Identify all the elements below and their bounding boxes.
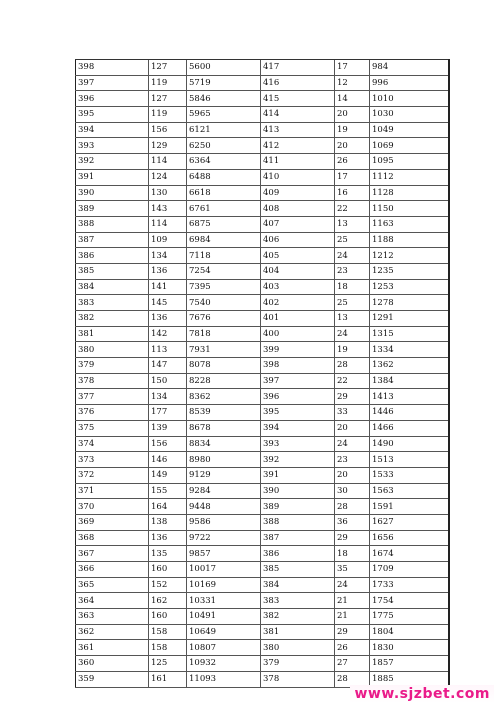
table-cell: 393 xyxy=(76,138,149,154)
table-cell: 9448 xyxy=(187,499,261,515)
table-cell: 388 xyxy=(76,216,149,232)
table-cell: 398 xyxy=(261,358,335,374)
table-cell: 7540 xyxy=(187,295,261,311)
table-cell: 143 xyxy=(149,201,187,217)
table-cell: 21 xyxy=(335,609,370,625)
table-row xyxy=(76,107,449,123)
site-watermark: www.sjzbet.com xyxy=(350,685,494,703)
table-cell: 114 xyxy=(149,216,187,232)
table-cell: 8678 xyxy=(187,420,261,436)
table-cell: 1235 xyxy=(370,263,449,279)
table-cell: 9586 xyxy=(187,514,261,530)
table-cell: 127 xyxy=(149,60,187,76)
table-cell: 136 xyxy=(149,263,187,279)
table-cell: 1278 xyxy=(370,295,449,311)
table-cell: 383 xyxy=(261,593,335,609)
table-cell: 8078 xyxy=(187,358,261,374)
table-cell: 22 xyxy=(335,373,370,389)
table-cell: 413 xyxy=(261,122,335,138)
table-cell: 412 xyxy=(261,138,335,154)
table-cell: 1150 xyxy=(370,201,449,217)
table-cell: 1069 xyxy=(370,138,449,154)
table-cell: 362 xyxy=(76,624,149,640)
table-cell: 114 xyxy=(149,154,187,170)
table-cell: 25 xyxy=(335,295,370,311)
table-row xyxy=(76,279,449,295)
table-cell: 6761 xyxy=(187,201,261,217)
table-row xyxy=(76,593,449,609)
table-cell: 36 xyxy=(335,514,370,530)
table-cell: 416 xyxy=(261,75,335,91)
table-cell: 402 xyxy=(261,295,335,311)
table-cell: 1466 xyxy=(370,420,449,436)
table-row xyxy=(76,60,449,76)
table-row xyxy=(76,483,449,499)
table-cell: 7118 xyxy=(187,248,261,264)
table-cell: 403 xyxy=(261,279,335,295)
table-cell: 1754 xyxy=(370,593,449,609)
table-cell: 389 xyxy=(261,499,335,515)
table-cell: 6250 xyxy=(187,138,261,154)
table-cell: 8228 xyxy=(187,373,261,389)
table-cell: 359 xyxy=(76,671,149,687)
table-cell: 1030 xyxy=(370,107,449,123)
table-cell: 119 xyxy=(149,107,187,123)
table-cell: 10807 xyxy=(187,640,261,656)
table-cell: 24 xyxy=(335,326,370,342)
table-row xyxy=(76,640,449,656)
table-cell: 152 xyxy=(149,577,187,593)
table-cell: 20 xyxy=(335,420,370,436)
table-cell: 27 xyxy=(335,656,370,672)
table-row xyxy=(76,405,449,421)
table-cell: 361 xyxy=(76,640,149,656)
table-cell: 396 xyxy=(261,389,335,405)
table-cell: 7254 xyxy=(187,263,261,279)
table-cell: 8362 xyxy=(187,389,261,405)
table-row xyxy=(76,201,449,217)
table-row xyxy=(76,656,449,672)
table-cell: 1804 xyxy=(370,624,449,640)
table-cell: 396 xyxy=(76,91,149,107)
table-row xyxy=(76,546,449,562)
table-cell: 29 xyxy=(335,530,370,546)
table-row xyxy=(76,577,449,593)
table-cell: 417 xyxy=(261,60,335,76)
table-cell: 9129 xyxy=(187,467,261,483)
table-cell: 1513 xyxy=(370,452,449,468)
table-cell: 382 xyxy=(261,609,335,625)
table-cell: 415 xyxy=(261,91,335,107)
table-cell: 21 xyxy=(335,593,370,609)
table-cell: 28 xyxy=(335,671,370,687)
table-row xyxy=(76,499,449,515)
table-cell: 369 xyxy=(76,514,149,530)
table-row xyxy=(76,263,449,279)
table-cell: 10331 xyxy=(187,593,261,609)
table-cell: 385 xyxy=(261,562,335,578)
table-cell: 10932 xyxy=(187,656,261,672)
table-cell: 141 xyxy=(149,279,187,295)
table-cell: 1163 xyxy=(370,216,449,232)
table-cell: 1362 xyxy=(370,358,449,374)
table-row xyxy=(76,232,449,248)
table-cell: 366 xyxy=(76,562,149,578)
table-cell: 14 xyxy=(335,91,370,107)
table-cell: 160 xyxy=(149,562,187,578)
table-cell: 7395 xyxy=(187,279,261,295)
table-cell: 371 xyxy=(76,483,149,499)
table-cell: 392 xyxy=(261,452,335,468)
table-cell: 138 xyxy=(149,514,187,530)
table-row xyxy=(76,185,449,201)
table-cell: 10491 xyxy=(187,609,261,625)
table-cell: 365 xyxy=(76,577,149,593)
table-cell: 1334 xyxy=(370,342,449,358)
table-cell: 996 xyxy=(370,75,449,91)
table-row xyxy=(76,138,449,154)
table-cell: 1413 xyxy=(370,389,449,405)
table-cell: 10017 xyxy=(187,562,261,578)
table-row xyxy=(76,154,449,170)
table-cell: 119 xyxy=(149,75,187,91)
table-cell: 397 xyxy=(76,75,149,91)
table-cell: 387 xyxy=(76,232,149,248)
table-cell: 1533 xyxy=(370,467,449,483)
table-cell: 156 xyxy=(149,436,187,452)
table-cell: 145 xyxy=(149,295,187,311)
table-cell: 375 xyxy=(76,420,149,436)
table-cell: 1674 xyxy=(370,546,449,562)
table-cell: 1885 xyxy=(370,671,449,687)
table-cell: 1709 xyxy=(370,562,449,578)
table-cell: 147 xyxy=(149,358,187,374)
table-cell: 124 xyxy=(149,169,187,185)
table-cell: 136 xyxy=(149,311,187,327)
table-cell: 24 xyxy=(335,577,370,593)
table-cell: 13 xyxy=(335,311,370,327)
table-cell: 379 xyxy=(76,358,149,374)
table-cell: 414 xyxy=(261,107,335,123)
table-cell: 9722 xyxy=(187,530,261,546)
table-cell: 1253 xyxy=(370,279,449,295)
table-cell: 162 xyxy=(149,593,187,609)
table-cell: 33 xyxy=(335,405,370,421)
table-row xyxy=(76,436,449,452)
table-cell: 390 xyxy=(76,185,149,201)
table-cell: 24 xyxy=(335,248,370,264)
table-cell: 984 xyxy=(370,60,449,76)
table-cell: 1775 xyxy=(370,609,449,625)
table-row xyxy=(76,624,449,640)
table-cell: 9857 xyxy=(187,546,261,562)
table-row xyxy=(76,169,449,185)
table-cell: 6488 xyxy=(187,169,261,185)
table-cell: 158 xyxy=(149,624,187,640)
table-row xyxy=(76,75,449,91)
table-cell: 380 xyxy=(261,640,335,656)
table-cell: 6618 xyxy=(187,185,261,201)
table-cell: 1010 xyxy=(370,91,449,107)
table-cell: 30 xyxy=(335,483,370,499)
table-cell: 394 xyxy=(261,420,335,436)
table-cell: 406 xyxy=(261,232,335,248)
table-cell: 401 xyxy=(261,311,335,327)
table-cell: 139 xyxy=(149,420,187,436)
table-cell: 17 xyxy=(335,60,370,76)
table-cell: 12 xyxy=(335,75,370,91)
table-cell: 376 xyxy=(76,405,149,421)
table-row xyxy=(76,562,449,578)
table-cell: 18 xyxy=(335,546,370,562)
table-cell: 16 xyxy=(335,185,370,201)
table-cell: 158 xyxy=(149,640,187,656)
table-cell: 9284 xyxy=(187,483,261,499)
table-cell: 397 xyxy=(261,373,335,389)
table-cell: 23 xyxy=(335,452,370,468)
table-row xyxy=(76,358,449,374)
table-cell: 7931 xyxy=(187,342,261,358)
table-cell: 364 xyxy=(76,593,149,609)
table-cell: 392 xyxy=(76,154,149,170)
table-cell: 386 xyxy=(76,248,149,264)
table-cell: 370 xyxy=(76,499,149,515)
table-body xyxy=(76,60,449,688)
table-cell: 156 xyxy=(149,122,187,138)
table-cell: 381 xyxy=(261,624,335,640)
table-cell: 405 xyxy=(261,248,335,264)
table-cell: 25 xyxy=(335,232,370,248)
table-cell: 386 xyxy=(261,546,335,562)
table-cell: 404 xyxy=(261,263,335,279)
table-cell: 7676 xyxy=(187,311,261,327)
table-cell: 20 xyxy=(335,138,370,154)
table-row xyxy=(76,530,449,546)
table-cell: 150 xyxy=(149,373,187,389)
table-cell: 161 xyxy=(149,671,187,687)
table-cell: 7818 xyxy=(187,326,261,342)
table-cell: 20 xyxy=(335,467,370,483)
table-cell: 109 xyxy=(149,232,187,248)
table-cell: 142 xyxy=(149,326,187,342)
table-cell: 399 xyxy=(261,342,335,358)
table-cell: 5719 xyxy=(187,75,261,91)
table-cell: 363 xyxy=(76,609,149,625)
table-cell: 384 xyxy=(76,279,149,295)
table-row xyxy=(76,122,449,138)
table-cell: 393 xyxy=(261,436,335,452)
table-cell: 1049 xyxy=(370,122,449,138)
table-cell: 379 xyxy=(261,656,335,672)
table-cell: 1733 xyxy=(370,577,449,593)
table-cell: 149 xyxy=(149,467,187,483)
table-cell: 1830 xyxy=(370,640,449,656)
table-row xyxy=(76,467,449,483)
table-cell: 22 xyxy=(335,201,370,217)
table-cell: 24 xyxy=(335,436,370,452)
table-cell: 160 xyxy=(149,609,187,625)
table-row xyxy=(76,389,449,405)
table-cell: 1857 xyxy=(370,656,449,672)
table-cell: 373 xyxy=(76,452,149,468)
table-cell: 19 xyxy=(335,342,370,358)
table-cell: 146 xyxy=(149,452,187,468)
table-cell: 6875 xyxy=(187,216,261,232)
table-cell: 8539 xyxy=(187,405,261,421)
table-cell: 113 xyxy=(149,342,187,358)
table-cell: 388 xyxy=(261,514,335,530)
table-cell: 11093 xyxy=(187,671,261,687)
table-cell: 367 xyxy=(76,546,149,562)
table-cell: 155 xyxy=(149,483,187,499)
table-row xyxy=(76,342,449,358)
table-row xyxy=(76,373,449,389)
table-cell: 1128 xyxy=(370,185,449,201)
table-cell: 389 xyxy=(76,201,149,217)
table-cell: 18 xyxy=(335,279,370,295)
table-cell: 384 xyxy=(261,577,335,593)
table-cell: 8834 xyxy=(187,436,261,452)
table-cell: 394 xyxy=(76,122,149,138)
table-cell: 378 xyxy=(261,671,335,687)
table-row xyxy=(76,91,449,107)
table-cell: 134 xyxy=(149,248,187,264)
table-cell: 1212 xyxy=(370,248,449,264)
table-row xyxy=(76,216,449,232)
table-cell: 5846 xyxy=(187,91,261,107)
table-cell: 134 xyxy=(149,389,187,405)
table-cell: 23 xyxy=(335,263,370,279)
table-cell: 1112 xyxy=(370,169,449,185)
score-table xyxy=(75,59,450,688)
table-cell: 164 xyxy=(149,499,187,515)
table-cell: 35 xyxy=(335,562,370,578)
table-cell: 177 xyxy=(149,405,187,421)
table-cell: 411 xyxy=(261,154,335,170)
table-cell: 127 xyxy=(149,91,187,107)
table-cell: 1563 xyxy=(370,483,449,499)
table-cell: 1188 xyxy=(370,232,449,248)
table-cell: 17 xyxy=(335,169,370,185)
table-cell: 391 xyxy=(76,169,149,185)
table-cell: 410 xyxy=(261,169,335,185)
table-row xyxy=(76,452,449,468)
table-cell: 408 xyxy=(261,201,335,217)
table-cell: 380 xyxy=(76,342,149,358)
table-cell: 381 xyxy=(76,326,149,342)
table-cell: 407 xyxy=(261,216,335,232)
table-cell: 135 xyxy=(149,546,187,562)
table-cell: 1291 xyxy=(370,311,449,327)
table-cell: 20 xyxy=(335,107,370,123)
table-cell: 29 xyxy=(335,389,370,405)
table-cell: 1384 xyxy=(370,373,449,389)
table-cell: 19 xyxy=(335,122,370,138)
table-cell: 6984 xyxy=(187,232,261,248)
table-cell: 1490 xyxy=(370,436,449,452)
table-cell: 5600 xyxy=(187,60,261,76)
table-cell: 1095 xyxy=(370,154,449,170)
table-cell: 6121 xyxy=(187,122,261,138)
table-cell: 10169 xyxy=(187,577,261,593)
table-cell: 1627 xyxy=(370,514,449,530)
table-cell: 6364 xyxy=(187,154,261,170)
table-cell: 398 xyxy=(76,60,149,76)
table-cell: 391 xyxy=(261,467,335,483)
table-cell: 8980 xyxy=(187,452,261,468)
table-cell: 400 xyxy=(261,326,335,342)
table-cell: 383 xyxy=(76,295,149,311)
table-row xyxy=(76,248,449,264)
table-cell: 368 xyxy=(76,530,149,546)
table-row xyxy=(76,420,449,436)
table-cell: 382 xyxy=(76,311,149,327)
table-cell: 1591 xyxy=(370,499,449,515)
table-cell: 5965 xyxy=(187,107,261,123)
table-cell: 374 xyxy=(76,436,149,452)
table-cell: 360 xyxy=(76,656,149,672)
table-cell: 377 xyxy=(76,389,149,405)
table-cell: 395 xyxy=(76,107,149,123)
table-row xyxy=(76,514,449,530)
table-cell: 409 xyxy=(261,185,335,201)
table-cell: 1315 xyxy=(370,326,449,342)
table-cell: 10649 xyxy=(187,624,261,640)
table-cell: 1656 xyxy=(370,530,449,546)
table-cell: 390 xyxy=(261,483,335,499)
table-cell: 1446 xyxy=(370,405,449,421)
table-row xyxy=(76,295,449,311)
table-cell: 26 xyxy=(335,154,370,170)
table-cell: 385 xyxy=(76,263,149,279)
table-cell: 29 xyxy=(335,624,370,640)
table-cell: 395 xyxy=(261,405,335,421)
table-cell: 26 xyxy=(335,640,370,656)
table-row xyxy=(76,311,449,327)
table-cell: 13 xyxy=(335,216,370,232)
table-cell: 125 xyxy=(149,656,187,672)
table-cell: 372 xyxy=(76,467,149,483)
table-cell: 28 xyxy=(335,358,370,374)
table-cell: 378 xyxy=(76,373,149,389)
table-cell: 28 xyxy=(335,499,370,515)
table-cell: 136 xyxy=(149,530,187,546)
table-cell: 130 xyxy=(149,185,187,201)
table-row xyxy=(76,326,449,342)
table-cell: 387 xyxy=(261,530,335,546)
table-cell: 129 xyxy=(149,138,187,154)
table-row xyxy=(76,609,449,625)
